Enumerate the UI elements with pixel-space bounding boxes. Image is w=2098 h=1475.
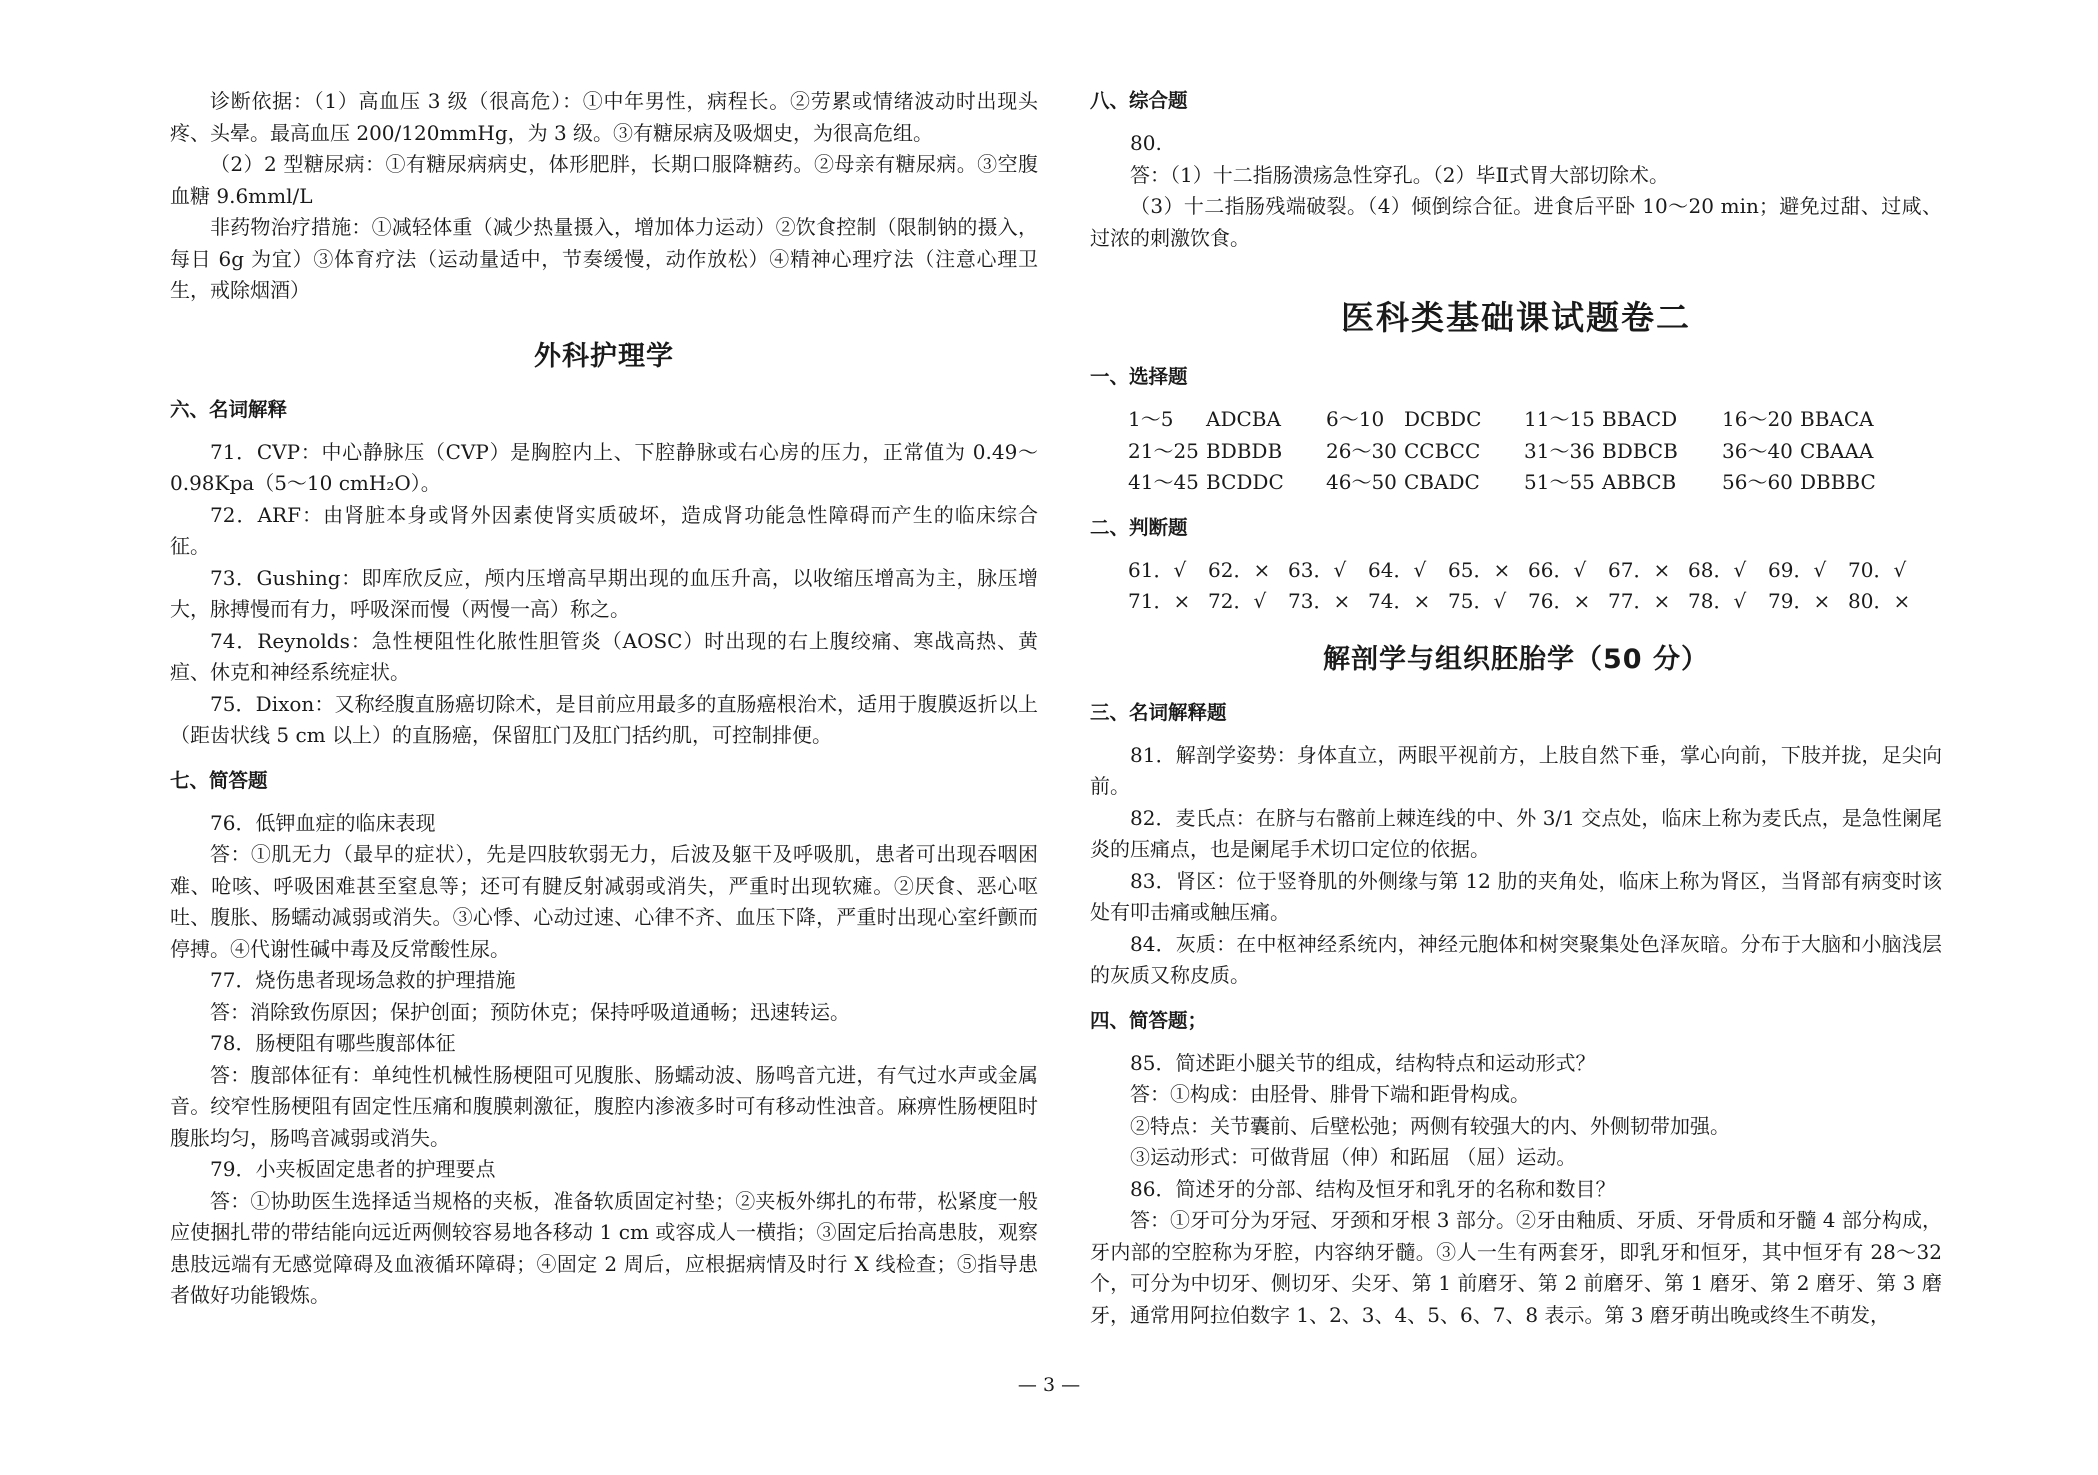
answer-range: 41～45	[1128, 470, 1199, 494]
answer-range: 26～30	[1326, 438, 1397, 463]
answer-value: CBAAA	[1800, 438, 1874, 463]
answer: 答：①构成：由胫骨、腓骨下端和距骨构成。	[1130, 1082, 1530, 1106]
term-item: 84．灰质：在中枢神经系统内，神经元胞体和树突聚集处色泽灰暗。分布于大脑和小脑浅层的灰质又称皮质。	[1090, 931, 1942, 987]
answer-range: 11～15	[1524, 407, 1595, 431]
answer-value: CCBCC	[1404, 438, 1481, 463]
page-number: — 3 —	[1017, 1374, 1081, 1396]
term-item: 73．Gushing：即库欣反应，颅内压增高早期出现的血压升高，以收缩压增高为主，脉压增大，脉搏慢而有力，呼吸深而慢（两慢一高）称之。	[170, 565, 1038, 621]
term-item: 83．肾区：位于竖脊肌的外侧缘与第 12 肋的夹角处，临床上称为肾区，当肾部有病变时该处有叩击痛或触压痛。	[1090, 868, 1942, 924]
answer-value: CBADC	[1404, 470, 1480, 494]
table-row	[1128, 436, 1920, 468]
tf-answer: 69．√	[1768, 557, 1827, 582]
section-heading: 八、综合题	[1090, 89, 1188, 112]
true-false-row	[1128, 555, 1942, 587]
tf-answer: 79．×	[1768, 589, 1831, 613]
answer: 答：①牙可分为牙冠、牙颈和牙根 3 部分。②牙由釉质、牙质、牙骨质和牙髓 4 部分构成，牙内部的空腔称为牙腔，内容纳牙髓。③人一生有两套牙，即乳牙和恒牙，其中恒牙有 28～32 个，可分为中切牙、侧切牙、尖牙、第 1 前磨牙、第 2 前磨牙、第 1 磨牙、第 2 磨牙、第 3 磨牙，通常用阿拉伯数字 1、2、3、4、5、6、7、8 表示。第 3 磨牙萌出晚或终生不萌发，	[1090, 1208, 1942, 1327]
answer-range: 36～40	[1722, 438, 1793, 463]
question: 86．简述牙的分部、结构及恒牙和乳牙的名称和数目？	[1130, 1176, 1616, 1201]
tf-answer: 63．√	[1288, 557, 1347, 582]
answer-value: ABBCB	[1602, 470, 1677, 494]
true-false-row	[1128, 586, 1942, 618]
subject-title: 解剖学与组织胚胎学（50 分）	[1323, 643, 1709, 675]
answer-value: ADCBA	[1206, 407, 1281, 431]
tf-answer: 72．√	[1208, 589, 1267, 613]
paragraph: 非药物治疗措施：①减轻体重（减少热量摄入，增加体力运动）②饮食控制（限制钠的摄入，每日 6g 为宜）③体育疗法（运动量适中，节奏缓慢，动作放松）④精神心理疗法（注意心理卫生，戒除烟酒）	[170, 215, 1038, 302]
tf-answer: 76．×	[1528, 589, 1591, 613]
tf-answer: 67．×	[1608, 557, 1671, 582]
table-row	[1128, 404, 1920, 436]
tf-answer: 71．×	[1128, 589, 1191, 613]
tf-answer: 65．×	[1448, 557, 1511, 582]
answer-value: BDBCB	[1602, 438, 1678, 463]
choice-answer-table	[1128, 404, 1920, 499]
left-column	[170, 86, 1038, 1312]
section-heading: 三、名词解释题	[1090, 700, 1227, 724]
answer-value: DBBBC	[1800, 470, 1876, 494]
answer-value: BBACA	[1800, 407, 1874, 431]
answer-value: BBACD	[1602, 407, 1678, 431]
paper-title: 医科类基础课试题卷二	[1341, 298, 1691, 337]
answer-range: 56～60	[1722, 470, 1793, 494]
term-item: 72．ARF：由肾脏本身或肾外因素使肾实质破坏，造成肾功能急性障碍而产生的临床综合征。	[170, 502, 1038, 558]
section-heading: 二、判断题	[1090, 515, 1188, 539]
term-item: 75．Dixon：又称经腹直肠癌切除术，是目前应用最多的直肠癌根治术，适用于腹膜返折以上（距齿状线 5 cm 以上）的直肠癌，保留肛门及肛门括约肌，可控制排便。	[170, 691, 1038, 747]
tf-answer: 68．√	[1688, 557, 1747, 582]
tf-answer: 62．×	[1208, 557, 1271, 582]
answer: 答：①肌无力（最早的症状），先是四肢软弱无力，后波及躯干及呼吸肌，患者可出现吞咽困难、呛咳、呼吸困难甚至窒息等；还可有腱反射减弱或消失，严重时出现软瘫。②厌食、恶心呕吐、腹胀、肠蠕动减弱或消失。③心悸、心动过速、心律不齐、血压下降，严重时出现心室纤颤而停搏。④代谢性碱中毒及反常酸性尿。	[170, 842, 1038, 961]
tf-answer: 61．√	[1128, 557, 1187, 582]
answer: 答：①协助医生选择适当规格的夹板，准备软质固定衬垫；②夹板外绑扎的布带，松紧度一般应使捆扎带的带结能向远近两侧较容易地各移动 1 cm 或容成人一横指；③固定后抬高患肢，观察患肢远端有无感觉障碍及血液循环障碍；④固定 2 周后，应根据病情及时行 X 线检查；⑤指导患者做好功能锻炼。	[170, 1188, 1038, 1307]
question: 80.	[1130, 131, 1162, 155]
section-heading: 七、简答题	[170, 768, 268, 792]
tf-answer: 77．×	[1608, 589, 1671, 613]
tf-answer: 74．×	[1368, 589, 1431, 613]
answer-range: 1～5	[1128, 407, 1174, 431]
question: 76．低钾血症的临床表现	[210, 810, 436, 835]
question: 85．简述距小腿关节的组成，结构特点和运动形式？	[1130, 1050, 1596, 1075]
term-item: 81．解剖学姿势：身体直立，两眼平视前方，上肢自然下垂，掌心向前，下肢并拢，足尖向前。	[1090, 742, 1942, 798]
section-heading: 六、名词解释	[170, 397, 288, 421]
answer: （3）十二指肠残端破裂。（4）倾倒综合征。进食后平卧 10～20 min；避免过甜、过咸、过浓的刺激饮食。	[1090, 194, 1942, 250]
term-item: 82．麦氏点：在脐与右髂前上棘连线的中、外 3/1 交点处，临床上称为麦氏点，是急性阑尾炎的压痛点，也是阑尾手术切口定位的依据。	[1090, 805, 1942, 861]
answer: 答：腹部体征有：单纯性机械性肠梗阻可见腹胀、肠蠕动波、肠鸣音亢进，有气过水声或金属音。绞窄性肠梗阻有固定性压痛和腹膜刺激征，腹腔内渗液多时可有移动性浊音。麻痹性肠梗阻时腹胀均匀，肠鸣音减弱或消失。	[170, 1062, 1038, 1150]
tf-answer: 75．√	[1448, 589, 1507, 613]
answer: 答：（1）十二指肠溃疡急性穿孔。（2）毕Ⅱ式胃大部切除术。	[1130, 162, 1670, 187]
tf-answer: 80．×	[1848, 589, 1911, 613]
answer: ③运动形式：可做背屈（伸）和跖屈 （屈）运动。	[1130, 1145, 1577, 1169]
term-item: 71．CVP：中心静脉压（CVP）是胸腔内上、下腔静脉或右心房的压力，正常值为 0.49～0.98Kpa（5～10 cmH₂O）。	[170, 439, 1038, 495]
question: 79．小夹板固定患者的护理要点	[210, 1157, 496, 1181]
answer-range: 51～55	[1524, 470, 1595, 494]
paragraph: （2）2 型糖尿病：①有糖尿病病史，体形肥胖，长期口服降糖药。②母亲有糖尿病。③空腹血糖 9.6mml/L	[170, 152, 1038, 208]
answer-value: BDBDB	[1206, 438, 1283, 463]
section-heading: 一、选择题	[1090, 365, 1188, 388]
question: 77．烧伤患者现场急救的护理措施	[210, 968, 516, 992]
right-column	[1090, 86, 1942, 1331]
answer-range: 6～10	[1326, 407, 1385, 431]
tf-answer: 78．√	[1688, 589, 1747, 613]
paragraph: 诊断依据：（1）高血压 3 级（很高危）：①中年男性，病程长。②劳累或情绪波动时出现头疼、头晕。最高血压 200/120mmHg，为 3 级。③有糖尿病及吸烟史，为很高危组。	[170, 89, 1038, 145]
section-heading: 四、简答题；	[1090, 1008, 1208, 1032]
answer-value: BCDDC	[1206, 470, 1284, 494]
answer-range: 46～50	[1326, 470, 1397, 494]
answer-range: 21～25	[1128, 438, 1199, 463]
answer-range: 16～20	[1722, 407, 1793, 431]
table-row	[1128, 467, 1920, 499]
tf-answer: 66．√	[1528, 557, 1587, 582]
tf-answer: 73．×	[1288, 589, 1351, 613]
subject-title: 外科护理学	[534, 340, 674, 372]
answer: 答：消除致伤原因；保护创面；预防休克；保持呼吸道通畅；迅速转运。	[210, 999, 850, 1024]
answer-range: 31～36	[1524, 438, 1595, 463]
tf-answer: 64．√	[1368, 557, 1427, 582]
tf-answer: 70．√	[1848, 557, 1907, 582]
answer-value: DCBDC	[1404, 407, 1482, 431]
answer: ②特点：关节囊前、后壁松弛；两侧有较强大的内、外侧韧带加强。	[1130, 1113, 1730, 1138]
term-item: 74．Reynolds：急性梗阻性化脓性胆管炎（AOSC）时出现的右上腹绞痛、寒战高热、黄疸、休克和神经系统症状。	[170, 628, 1038, 684]
question: 78．肠梗阻有哪些腹部体征	[210, 1031, 456, 1055]
